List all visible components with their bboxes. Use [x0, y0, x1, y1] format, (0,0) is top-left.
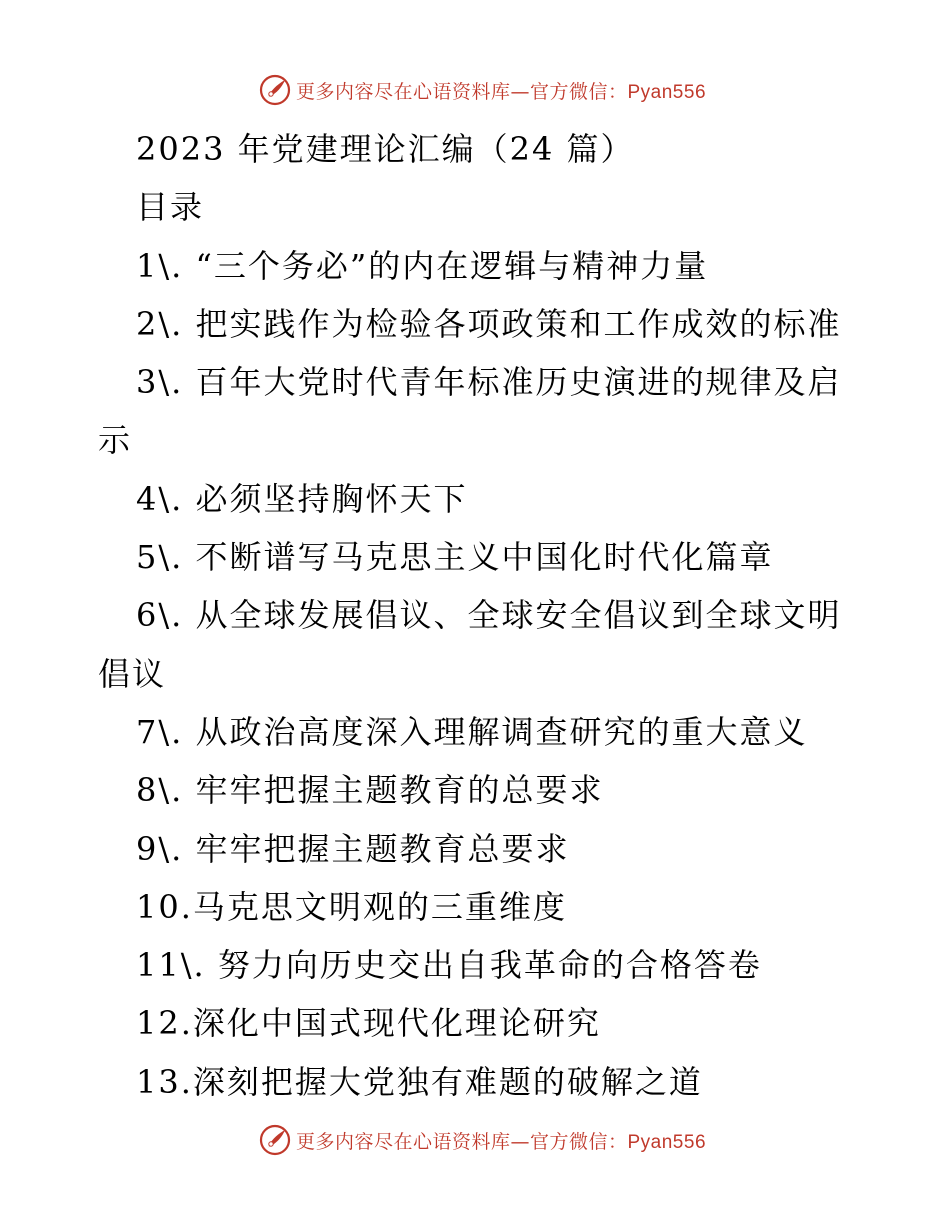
- header-watermark: [0, 70, 950, 110]
- quill-logo-icon: [258, 1123, 292, 1157]
- toc-list: [98, 237, 858, 1111]
- watermark-text: 更多内容尽在心语资料库—官方微信：Pyan556: [295, 1130, 707, 1153]
- wechat-id: Pyan556: [627, 1131, 707, 1153]
- toc-line: 1\. “三个务必”的内在逻辑与精神力量: [136, 246, 709, 285]
- wechat-id: Pyan556: [627, 81, 707, 103]
- toc-line: 2\. 把实践作为检验各项政策和工作成效的标准: [136, 304, 842, 343]
- toc-line: 8\. 牢牢把握主题教育的总要求: [136, 771, 604, 810]
- watermark-text: 更多内容尽在心语资料库—官方微信：Pyan556: [295, 80, 707, 103]
- toc-line: 9\. 牢牢把握主题教育总要求: [136, 829, 570, 868]
- toc-line: 11\. 努力向历史交出自我革命的合格答卷: [136, 946, 762, 985]
- document-body: [98, 120, 858, 1111]
- toc-line: 3\. 百年大党时代青年标准历史演进的规律及启: [136, 363, 842, 402]
- toc-line: 6\. 从全球发展倡议、全球安全倡议到全球文明: [136, 596, 842, 635]
- toc-line: 13.深刻把握大党独有难题的破解之道: [136, 1062, 703, 1101]
- toc-heading: 目录: [136, 188, 205, 227]
- document-title: 2023 年党建理论汇编（24 篇）: [136, 130, 635, 168]
- toc-line: 10.马克思文明观的三重维度: [136, 887, 567, 926]
- toc-line: 倡议: [98, 654, 167, 693]
- toc-line: 12.深化中国式现代化理论研究: [136, 1004, 601, 1043]
- toc-line: 示: [98, 421, 133, 460]
- toc-line: 4\. 必须坚持胸怀天下: [136, 479, 468, 518]
- toc-line: 5\. 不断谱写马克思主义中国化时代化篇章: [136, 538, 774, 577]
- quill-logo-icon: [258, 73, 292, 107]
- footer-watermark: [0, 1120, 950, 1160]
- toc-line: 7\. 从政治高度深入理解调查研究的重大意义: [136, 712, 808, 751]
